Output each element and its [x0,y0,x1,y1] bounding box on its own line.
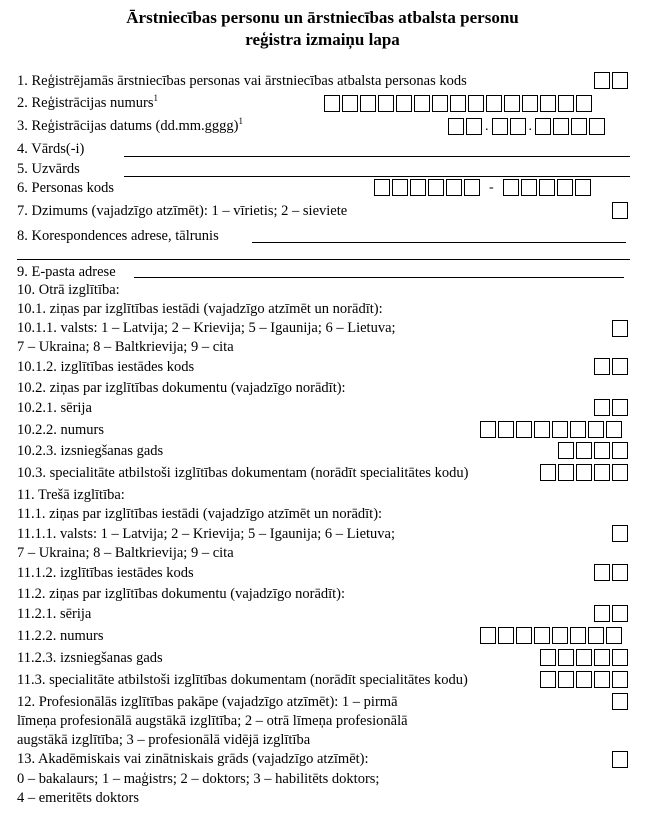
char-box[interactable] [570,627,586,644]
char-box[interactable] [558,649,574,666]
char-box[interactable] [534,421,550,438]
char-box[interactable] [480,421,496,438]
char-box[interactable] [612,358,628,375]
char-box[interactable] [498,627,514,644]
footnote-mark: 1 [238,116,243,127]
field-6-label: 6. Personas kods [17,180,115,196]
char-box[interactable] [539,179,555,196]
field-10-2-2-label: 10.2.2. numurs [17,422,104,438]
last-name-line[interactable] [124,176,630,177]
field-11-1-label: 11.1. ziņas par izglītības iestādi (vajadzīgo atzīmēt un norādīt): [17,506,383,522]
field-9-label: 9. E-pasta adrese [17,264,116,280]
char-box[interactable] [448,118,464,135]
email-line[interactable] [134,277,624,278]
char-box[interactable] [612,464,628,481]
field-8-label: 8. Korespondences adrese, tālrunis [17,228,219,244]
char-box[interactable] [552,627,568,644]
char-box[interactable] [414,95,430,112]
char-box[interactable] [540,95,556,112]
char-box[interactable] [498,421,514,438]
field-3-date-boxes[interactable] [448,118,605,135]
char-box[interactable] [612,693,628,710]
field-1-label: 1. Reģistrējamās ārstniecības personas vai ārstniecības atbalsta personas kods [17,73,467,89]
field-10-2-1-label: 10.2.1. sērija [17,400,92,416]
char-box[interactable] [324,95,340,112]
char-box[interactable] [576,671,592,688]
field-10-label: 10. Otrā izglītība: [17,282,120,298]
char-box[interactable] [428,179,444,196]
char-box[interactable] [558,464,574,481]
char-box[interactable] [612,202,628,219]
field-10-3-label: 10.3. specialitāte atbilstoši izglītības dokumentam (norādīt specialitātes kodu) [17,465,469,481]
char-box[interactable] [612,320,628,337]
char-box[interactable] [594,605,610,622]
char-box[interactable] [588,627,604,644]
char-box[interactable] [516,421,532,438]
char-box[interactable] [552,421,568,438]
char-box[interactable] [594,442,610,459]
form-title-line1: Ārstniecības personu un ārstniecības atbalsta personu [126,8,519,27]
field-13-label-cont1: 0 – bakalaurs; 1 – maģistrs; 2 – doktors; 3 – habilitēts doktors; [17,771,380,787]
field-11-2-2-boxes[interactable] [480,627,622,644]
char-box[interactable] [558,95,574,112]
field-11-1-2-label: 11.1.2. izglītības iestādes kods [17,565,194,581]
field-12-label: 12. Profesionālās izglītības pakāpe (vajadzīgo atzīmēt): 1 – pirmā [17,694,398,710]
field-11-2-1-boxes[interactable] [594,605,628,622]
char-box[interactable] [521,179,537,196]
char-box[interactable] [534,627,550,644]
char-box[interactable] [557,179,573,196]
char-box[interactable] [553,118,569,135]
field-6-personal-code-boxes[interactable] [374,179,591,196]
field-11-3-boxes[interactable] [540,671,628,688]
form-title-line2: reģistra izmaiņu lapa [245,30,400,49]
field-2-number-boxes[interactable] [324,95,592,112]
char-box[interactable] [589,118,605,135]
field-12-box[interactable] [612,693,628,710]
field-7-gender-box[interactable] [612,202,628,219]
char-box[interactable] [571,118,587,135]
char-box[interactable] [612,525,628,542]
field-10-1-1-country-box[interactable] [612,320,628,337]
char-box[interactable] [396,95,412,112]
char-box[interactable] [378,95,394,112]
field-10-1-2-label: 10.1.2. izglītības iestādes kods [17,359,195,375]
char-box[interactable] [594,464,610,481]
field-10-2-2-boxes[interactable] [480,421,622,438]
char-box[interactable] [510,118,526,135]
field-4-label: 4. Vārds(-i) [17,141,85,157]
char-box[interactable] [466,118,482,135]
char-box[interactable] [504,95,520,112]
char-box[interactable] [612,751,628,768]
char-box[interactable] [486,95,502,112]
char-box[interactable] [464,179,480,196]
field-11-2-label: 11.2. ziņas par izglītības dokumentu (vajadzīgo norādīt): [17,586,346,602]
field-10-1-1-label: 10.1.1. valsts: 1 – Latvija; 2 – Krievija; 5 – Igaunija; 6 – Lietuva; [17,320,396,336]
char-box[interactable] [522,95,538,112]
char-box[interactable] [588,421,604,438]
field-10-1-1-label-cont: 7 – Ukraina; 8 – Baltkrievija; 9 – cita [17,339,234,355]
field-11-3-label: 11.3. specialitāte atbilstoši izglītības dokumentam (norādīt specialitātes kodu) [17,672,468,688]
char-box[interactable] [612,399,628,416]
char-box[interactable] [392,179,408,196]
char-box[interactable] [432,95,448,112]
char-box[interactable] [575,179,591,196]
char-box[interactable] [516,627,532,644]
field-1-code-boxes[interactable] [594,72,628,89]
char-box[interactable] [576,649,592,666]
address-line-1[interactable] [252,242,626,243]
field-2-label: 2. Reģistrācijas numurs$^1$ [17,93,159,111]
char-box[interactable] [410,179,426,196]
field-10-2-3-label: 10.2.3. izsniegšanas gads [17,443,164,459]
char-box[interactable] [540,649,556,666]
char-box[interactable] [480,627,496,644]
char-box[interactable] [342,95,358,112]
field-12-label-cont2: augstākā izglītība; 3 – profesionālā vidējā izglītība [17,732,311,748]
char-box[interactable] [450,95,466,112]
char-box[interactable] [468,95,484,112]
field-3-label: 3. Reģistrācijas datums (dd.mm.gggg)$^1$ [17,116,243,134]
char-box[interactable] [558,671,574,688]
date-separator: . [485,119,489,134]
char-box[interactable] [535,118,551,135]
field-5-label: 5. Uzvārds [17,161,80,177]
field-11-1-1-label-cont: 7 – Ukraina; 8 – Baltkrievija; 9 – cita [17,545,234,561]
field-12-label-cont1: līmeņa profesionālā augstākā izglītība; 2 – otrā līmeņa profesionālā [17,713,408,729]
field-10-2-label: 10.2. ziņas par izglītības dokumentu (vajadzīgo norādīt): [17,380,346,396]
char-box[interactable] [594,358,610,375]
char-box[interactable] [558,442,574,459]
field-11-1-1-label: 11.1.1. valsts: 1 – Latvija; 2 – Krievija; 5 – Igaunija; 6 – Lietuva; [17,526,395,542]
char-box[interactable] [576,464,592,481]
footnote-mark: 1 [153,93,159,104]
date-separator: . [528,119,532,134]
char-box[interactable] [576,442,592,459]
field-10-2-1-boxes[interactable] [594,399,628,416]
field-11-2-2-label: 11.2.2. numurs [17,628,104,644]
field-13-label: 13. Akadēmiskais vai zinātniskais grāds (vajadzīgo atzīmēt): [17,751,369,767]
char-box[interactable] [606,627,622,644]
char-box[interactable] [570,421,586,438]
code-separator: - [489,180,494,195]
char-box[interactable] [594,564,610,581]
field-10-1-2-boxes[interactable] [594,358,628,375]
char-box[interactable] [612,72,628,89]
field-11-2-3-boxes[interactable] [540,649,628,666]
char-box[interactable] [374,179,390,196]
address-line-2[interactable] [17,259,630,260]
field-11-1-2-boxes[interactable] [594,564,628,581]
field-10-2-3-boxes[interactable] [558,442,628,459]
char-box[interactable] [540,464,556,481]
char-box[interactable] [606,421,622,438]
char-box[interactable] [594,671,610,688]
field-11-2-3-label: 11.2.3. izsniegšanas gads [17,650,163,666]
char-box[interactable] [594,72,610,89]
char-box[interactable] [594,649,610,666]
first-name-line[interactable] [124,156,630,157]
char-box[interactable] [612,671,628,688]
char-box[interactable] [612,564,628,581]
field-11-label: 11. Trešā izglītība: [17,487,125,503]
field-13-box[interactable] [612,751,628,768]
char-box[interactable] [446,179,462,196]
char-box[interactable] [612,442,628,459]
char-box[interactable] [360,95,376,112]
field-11-1-1-country-box[interactable] [612,525,628,542]
field-10-3-boxes[interactable] [540,464,628,481]
char-box[interactable] [540,671,556,688]
char-box[interactable] [594,399,610,416]
char-box[interactable] [503,179,519,196]
field-11-2-1-label: 11.2.1. sērija [17,606,92,622]
field-10-1-label: 10.1. ziņas par izglītības iestādi (vajadzīgo atzīmēt un norādīt): [17,301,383,317]
char-box[interactable] [492,118,508,135]
field-13-label-cont2: 4 – emeritēts doktors [17,790,140,806]
field-7-label: 7. Dzimums (vajadzīgo atzīmēt): 1 – vīrietis; 2 – sieviete [17,203,348,219]
char-box[interactable] [612,649,628,666]
char-box[interactable] [576,95,592,112]
char-box[interactable] [612,605,628,622]
